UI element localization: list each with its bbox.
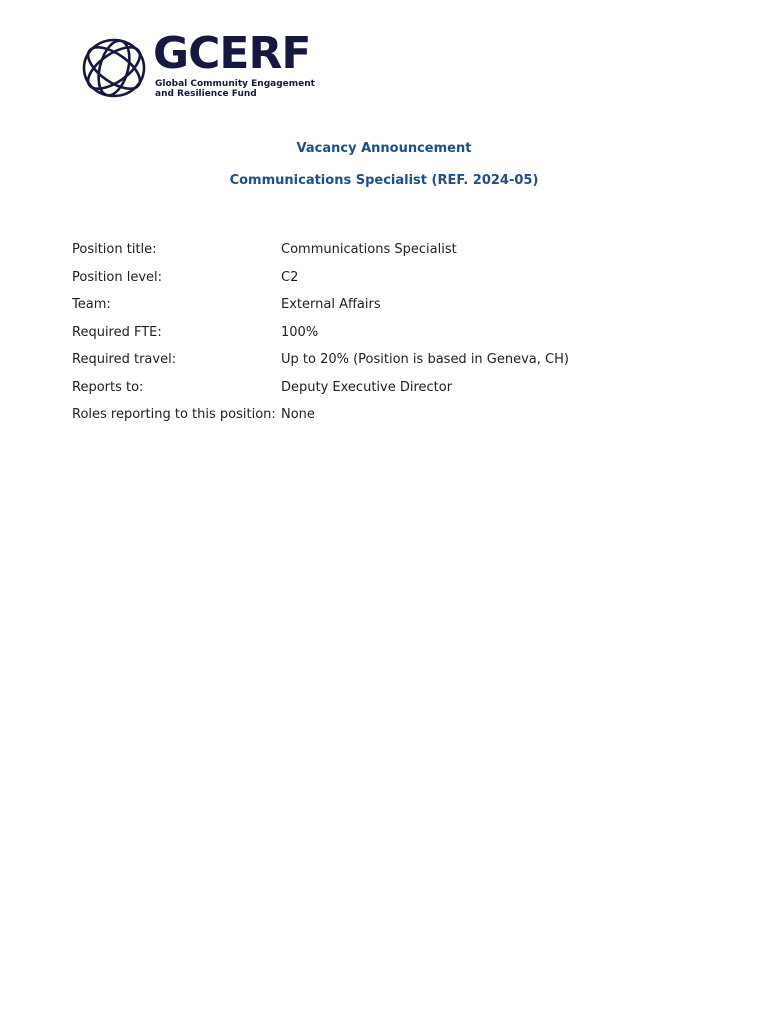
position-details-table <box>72 236 632 429</box>
details-value: 100% <box>281 324 319 340</box>
logo-subtitle <box>155 79 315 99</box>
vacancy-announcement-heading: Vacancy Announcement <box>296 141 472 156</box>
details-value: External Affairs <box>281 297 381 312</box>
details-label: Roles reporting to this position: <box>72 407 276 422</box>
details-value: None <box>281 407 315 422</box>
details-row-team <box>72 291 632 319</box>
gcerf-logo <box>80 28 320 100</box>
logo-wordmark: GCERF <box>153 28 311 79</box>
details-label: Required travel: <box>72 352 177 367</box>
logo-subtitle-line-1: Global Community Engagement <box>155 79 315 89</box>
details-value: Up to 20% (Position is based in Geneva, CH) <box>281 352 569 367</box>
globe-rings-icon <box>80 36 148 100</box>
details-row-roles-reporting <box>72 401 632 429</box>
details-label: Position title: <box>72 242 157 257</box>
details-value: Communications Specialist <box>281 242 457 257</box>
details-value: Deputy Executive Director <box>281 379 453 395</box>
document-headings <box>0 140 768 190</box>
details-row-reports-to <box>72 374 632 402</box>
details-label: Reports to: <box>72 379 144 395</box>
details-value: C2 <box>281 269 299 285</box>
details-row-position-level <box>72 264 632 292</box>
details-label: Team: <box>72 297 111 312</box>
details-label: Required FTE: <box>72 324 162 340</box>
logo-subtitle-line-2: and Resilience Fund <box>155 89 257 99</box>
details-row-required-fte <box>72 319 632 347</box>
details-label: Position level: <box>72 269 163 285</box>
details-row-required-travel <box>72 346 632 374</box>
position-heading: Communications Specialist (REF. 2024-05) <box>229 173 539 188</box>
details-row-position-title <box>72 236 632 264</box>
